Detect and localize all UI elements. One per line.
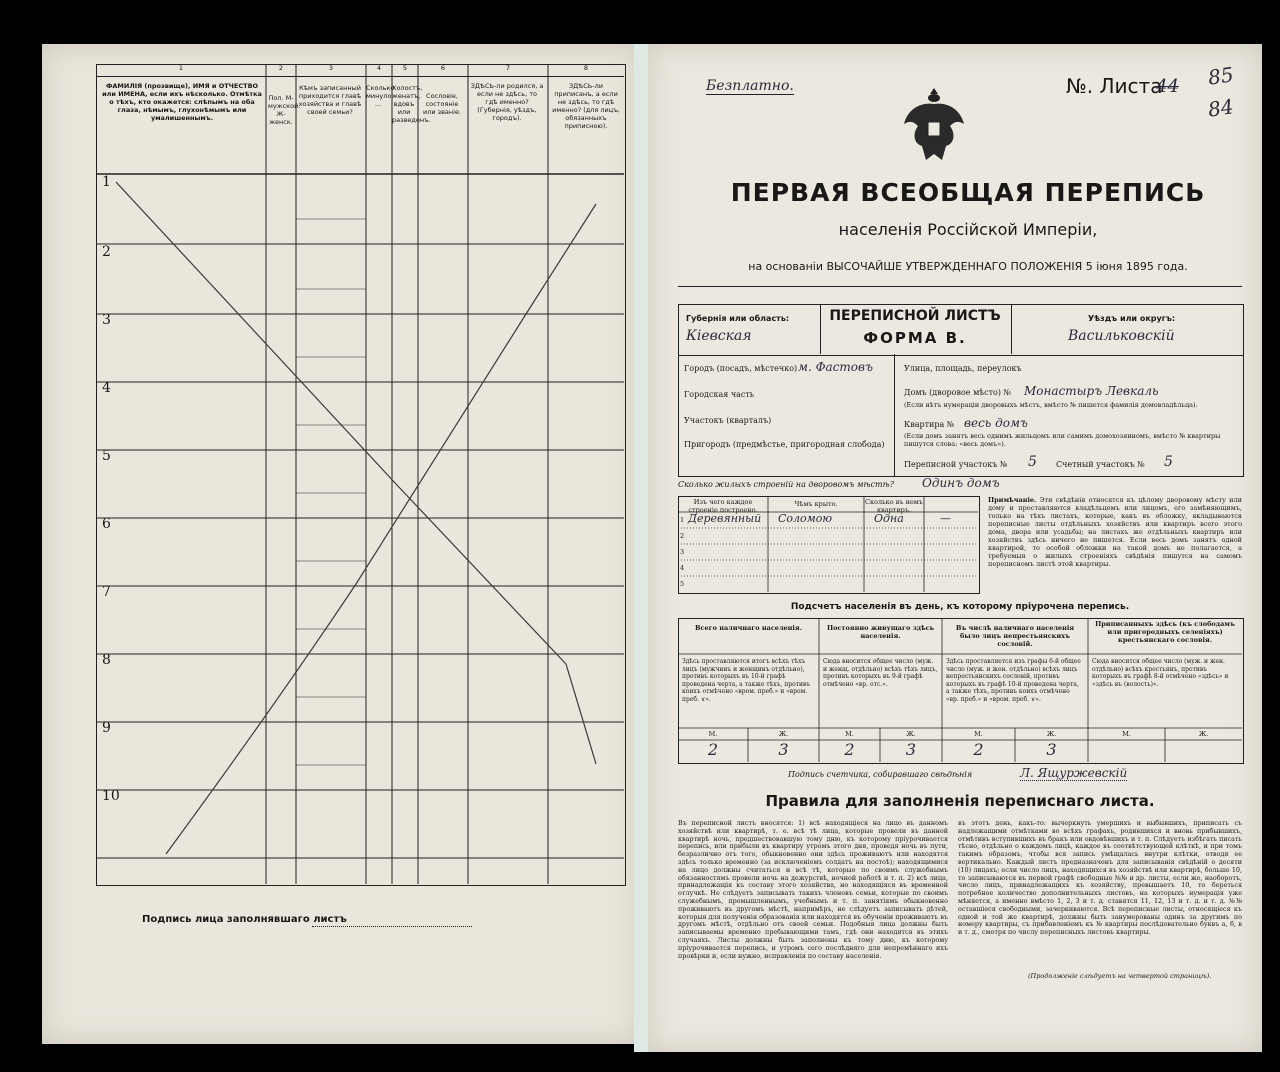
row-number: 10 [102,788,120,804]
zh-label: Ж. [778,730,789,738]
gubernia-label: Губернія или область: [686,314,790,323]
row-number: 4 [102,380,111,396]
schetny-value: 5 [1164,454,1173,470]
podschet-col [942,618,1088,762]
gorod-chast-label: Городская часть [684,390,755,399]
row-number: 1 [102,174,111,190]
count-m: 2 [973,740,984,759]
col-number: 5 [402,64,408,72]
counter-sign-value: Л. Ящуржевскій [1020,766,1128,780]
row-number: 8 [102,652,111,668]
row-number: 9 [102,720,111,736]
bld-header-roof: Чѣмъ крыто. [794,500,838,508]
header-marital: Холостъ, женатъ, вдовъ или разведенъ. [392,84,431,124]
uchastok-label: Участокъ (кварталъ) [684,416,772,425]
podschet-head: Всего наличнаго населенія. [695,624,802,632]
gubernia-value: Кіевская [686,328,752,344]
counter-sign-label: Подпись счетчика, собиравшаго свѣдѣнія [788,770,973,779]
stroeniya-answer: Одинъ домъ [922,476,1000,490]
count-m: 2 [844,740,855,759]
header-registration: ЗДѢСЬ-ли приписанъ, а если не здѣсь, то гдѣ именно? (для лицъ, обязанныхъ приписною). [552,82,620,130]
m-label: М. [845,730,854,738]
perepisnoy-label: Переписной участокъ № [904,460,1008,469]
col-number: 4 [376,64,382,72]
m-label: М. [1122,730,1131,738]
count-zh: 3 [905,740,917,759]
zh-label: Ж. [1046,730,1057,738]
header-estate: Сословіе, состояніе или званіе. [422,92,462,116]
imperial-eagle-icon [900,84,968,168]
form-subtitle: ФОРМА В. [863,329,967,347]
m-label: М. [708,730,718,738]
divider [678,286,1242,287]
row-numbers [102,174,132,874]
zh-label: Ж. [906,730,916,738]
kvartira-label: Квартира № [904,420,955,429]
header-relation: Кѣмъ записанный приходится главѣ хозяйства и главѣ своей семьи? [298,84,362,116]
podschet-desc: Сюда вносится общее число (муж. и жен. отдѣльно) всѣхъ крестьянъ, противъ которыхъ въ графѣ 8-й отмѣчено «здѣсь» и «здѣсь въ (волость)». [1092,658,1229,688]
free-label: Безплатно. [706,78,794,94]
building-row-number: 3 [680,548,685,556]
row-number: 6 [102,516,111,532]
building-row-number: 5 [680,580,685,588]
building-row-number: 2 [680,532,685,540]
signature-label: Подпись лица заполнявшаго листъ [142,914,347,925]
header-age: Сколько минуло ... [366,84,395,108]
col-number: 7 [505,64,511,72]
sheet-number-value: 44 [1156,76,1179,97]
podschet-col [678,618,819,762]
building-apts: Одна [874,512,904,525]
buildings-rows [678,512,978,592]
kvartira-value: весь домъ [964,416,1028,430]
note-title: Примѣчаніе. [988,496,1037,504]
col-number: 1 [178,64,184,72]
census-title: ПЕРВАЯ ВСЕОБЩАЯ ПЕРЕПИСЬ [730,178,1206,207]
podschet-desc: Здѣсь проставляются итогъ всѣхъ тѣхъ лицъ (мужчинъ и женщинъ отдѣльно), противъ которыхъ въ 10-й графѣ проведена черта, а также тѣхъ, противъ коихъ отмѣчено «вром. преб.» и «вром. преб. ∨». [682,658,811,703]
col-number: 6 [440,64,446,72]
note-text: Эти свѣдѣнія относятся къ цѣлому дворовому мѣсту или дому и проставляются владѣльцемъ или лицомъ, его замѣняющимъ, только на тѣхъ листахъ, которые, какъ въ обложку, вкладываются переписные листы отдѣльныхъ хозяйствъ или квартиръ всего этого дома, двора или усадьбы; на листахъ же отдѣльныхъ квартиръ или хозяйствъ здѣсь ничего не пишется. Если весь домъ занятъ одной квартирой, то особой обложки на такой домъ не полагается, а требуемыя о жилыхъ строеніяхъ свѣдѣнія пишутся на самомъ переписномъ листѣ этой квартиры. [988,496,1242,568]
ulitsa-label: Улица, площадь, переулокъ [904,364,1022,373]
archive-number-bottom: 84 [1206,94,1235,122]
col-number: 2 [278,64,284,72]
schetny-label: Счетный участокъ № [1056,460,1145,469]
uezd-value: Васильковскій [1068,328,1175,344]
building-row-number: 1 [680,516,685,524]
signature-line [312,926,472,927]
podschet-title: Подсчетъ населенія въ день, къ которому пріурочена перепись. [790,602,1130,612]
gorod-label: Городъ (посадъ, мѣстечко) [684,364,798,373]
building-row [678,512,978,528]
building-row-number: 4 [680,564,685,572]
podschet-desc: Здѣсь проставляется изъ графы 6-й общее число (муж. и жен. отдѣльно) всѣхъ лицъ непрестьянскихъ сословій, противъ которыхъ въ графѣ 10-й проведена черта, а также тѣхъ, противъ коихъ отмѣчено «вр. преб.» и «вром. преб. ∨». [946,658,1081,703]
podschet-head: Въ числѣ наличнаго населенія было лицъ непрестьянскихъ сословій. [955,624,1075,648]
dom-note: (Если нѣтъ нумераціи дворовыхъ мѣстъ, вмѣсто № пишется фамилія домовладѣльца). [904,401,1198,409]
building-material: Деревянный [688,512,762,525]
podschet-head: Постоянно живущаго здѣсь населенія. [826,624,935,640]
header-birthplace: ЗДѢСЬ-ли родился, а если не здѣсь, то гдѣ именно? (Губернія, уѣздъ, городъ). [470,82,544,122]
header-name: ФАМИЛІЯ (прозвище), ИМЯ и ОТЧЕСТВО или ИМЕНА, если ихъ нѣсколько. Отмѣтка о тѣхъ, кто окажется: слѣпымъ на оба глаза, нѣмымъ, глухонѣмымъ или умалишеннымъ. [102,82,262,122]
row-number: 2 [102,244,111,260]
bld-header-apts: Сколько въ немъ квартиръ. [865,498,923,514]
count-zh: 3 [778,740,789,759]
left-page [42,44,640,1044]
zh-label: Ж. [1198,730,1209,738]
count-zh: 3 [1046,740,1057,759]
row-number: 7 [102,584,111,600]
form-title: ПЕРЕПИСНОЙ ЛИСТЪ [829,308,1001,324]
podschet-desc: Сюда вносится общее число (муж. и женщ. отдѣльно) всѣхъ тѣхъ лицъ, противъ которыхъ въ 9-й графѣ отмѣчено «вр. отс.». [823,658,938,688]
kvartira-note: (Если домъ занятъ весь однимъ жильцомъ или самимъ домохозяиномъ, вмѣсто № квартиры пишутся слова: «весь домъ»). [904,432,1221,448]
dom-label: Домъ (дворовое мѣсто) № [904,388,1012,397]
archive-number-top: 85 [1206,62,1235,90]
bld-header-material: Изъ чего каждое строеніе построено. [688,498,758,514]
count-m: 2 [707,740,719,759]
rules-continued: (Продолженіе слѣдуетъ на четвертой страницѣ). [1028,972,1212,980]
perepisnoy-value: 5 [1028,454,1037,470]
header-sex: Пол. М-мужской. Ж-женск. [268,94,301,126]
left-grid [96,64,624,884]
gorod-value: м. Фастовъ [798,360,873,374]
rules-col-1: Въ переписной листъ вносятся: 1) всѣ находящіеся на лицо въ данномъ хозяйствѣ или квартирѣ, т. е. всѣ тѣ лица, которые провели въ данной квартирѣ ночь, предшествовавшую тому дню, къ которому пріурочивается перепись, или прибыли въ квартиру утромъ этого дня, проведя ночь въ пути, безразлично отъ того, обыкновенно они здѣсь проживаютъ или находятся здѣсь только временно (за исключеніемъ солдатъ на постоѣ); находящимися на лицо должны считаться и всѣ тѣ, которые по своимъ служебнымъ обязанностямъ провели ночь на дежурствѣ, ночной работѣ и т. п. 2) всѣ лица, принадлежащія къ составу этого хозяйства, но находящіяся въ временной отлучкѣ. Не слѣдуетъ записывать такихъ членовъ семьи, которые по своимъ служебнымъ, промышленнымъ, учебнымъ и т. п. занятіямъ обыкновенно проживаютъ въ другомъ мѣстѣ, напримѣръ, не слѣдуетъ записывать дѣтей, которыя для полученія образованія или находятся въ обученіи проживаютъ въ другомъ мѣстѣ, отдѣльно отъ своей семьи. Подобныя лица должны быть записываемы временно пребывающими тамъ, гдѣ они находятся въ этихъ случаяхъ. Листы должны быть заполнены къ тому дню, къ которому пріурочивается перепись, и утромъ сего послѣдняго для непремѣннаго ихъ провѣрки и, если нужно, исправленія по составу населенія. [678,819,948,960]
census-basis: на основаніи ВЫСОЧАЙШЕ УТВЕРЖДЕННАГО ПОЛОЖЕНІЯ 5 іюня 1895 года. [748,260,1188,273]
podschet-col [819,618,942,762]
row-number: 3 [102,312,111,328]
col-number: 3 [328,64,334,72]
rules-col-2: въ этотъ день, какъ-то: вычеркнуть умершихъ и выбывшихъ, приписать съ надлежащими отмѣтками во всѣхъ графахъ, родившихся и вновь прибывшихъ, отмѣтивъ вступившихъ въ бракъ или овдовѣвшихъ и т. п. Слѣдуетъ избѣгать писать тѣсно, отдѣльно о каждомъ лицѣ, каждое въ соотвѣтствующей клѣткѣ, и при томъ такимъ образомъ, чтобы вся запись умѣщалась внутри клѣтки, отводя ее вертикально. Каждый листъ предназначенъ для записыванія свѣдѣній о десяти (10) лицахъ; если число лицъ, находящихся въ хозяйствѣ или квартирѣ, больше 10, то записываются въ первой графѣ свободные №№ и др. листы, если же, наоборотъ, число лицъ, принадлежащихъ къ хозяйству, превышаетъ 10, то береться потребное количество дополнительныхъ листовъ, на которыхъ нумерація уже мѣняется, а именно вмѣсто 1, 2, 3 и т. д. ставятся 11, 12, 13 и т. д. и т. д. №№ оставшіеся свободными, зачеркиваются. Всѣ переписные листы, относящіеся къ одной и той же квартирѣ, должны быть занумерованы одинъ за другимъ по номеру квартиры, съ прибавленіемъ къ № квартиры послѣдовательно буквъ а, б, в и т. д., смотря по числу переписныхъ листовъ квартиры. [958,819,1242,937]
building-roof: Соломою [778,512,833,525]
podschet-head: Приписанныхъ здѣсь (къ слободамъ или пригородныхъ селеніяхъ) крестьянскаго сословія. [1095,620,1235,644]
m-label: М. [974,730,983,738]
dom-value: Монастыръ Левкаль [1024,384,1159,398]
building-extra: — [940,512,951,525]
prigorod-label: Пригородъ (предмѣстье, пригородная слобода) [684,440,885,449]
address-divider [894,354,895,476]
right-page [648,44,1262,1052]
uezd-label: Уѣздъ или округъ: [1088,314,1176,323]
census-subtitle: населенія Россійской Имперіи, [838,220,1098,239]
row-number: 5 [102,448,111,464]
note-block [988,496,1242,568]
rules-title: Правила для заполненія переписнаго листа. [765,792,1155,810]
sheet-number-label: №. Листа [1066,74,1163,98]
col-number: 8 [583,64,589,72]
stroeniya-question: Сколько жилыхъ строеній на дворовомъ мѣстѣ? [678,480,894,489]
podschet-col [1088,618,1242,762]
